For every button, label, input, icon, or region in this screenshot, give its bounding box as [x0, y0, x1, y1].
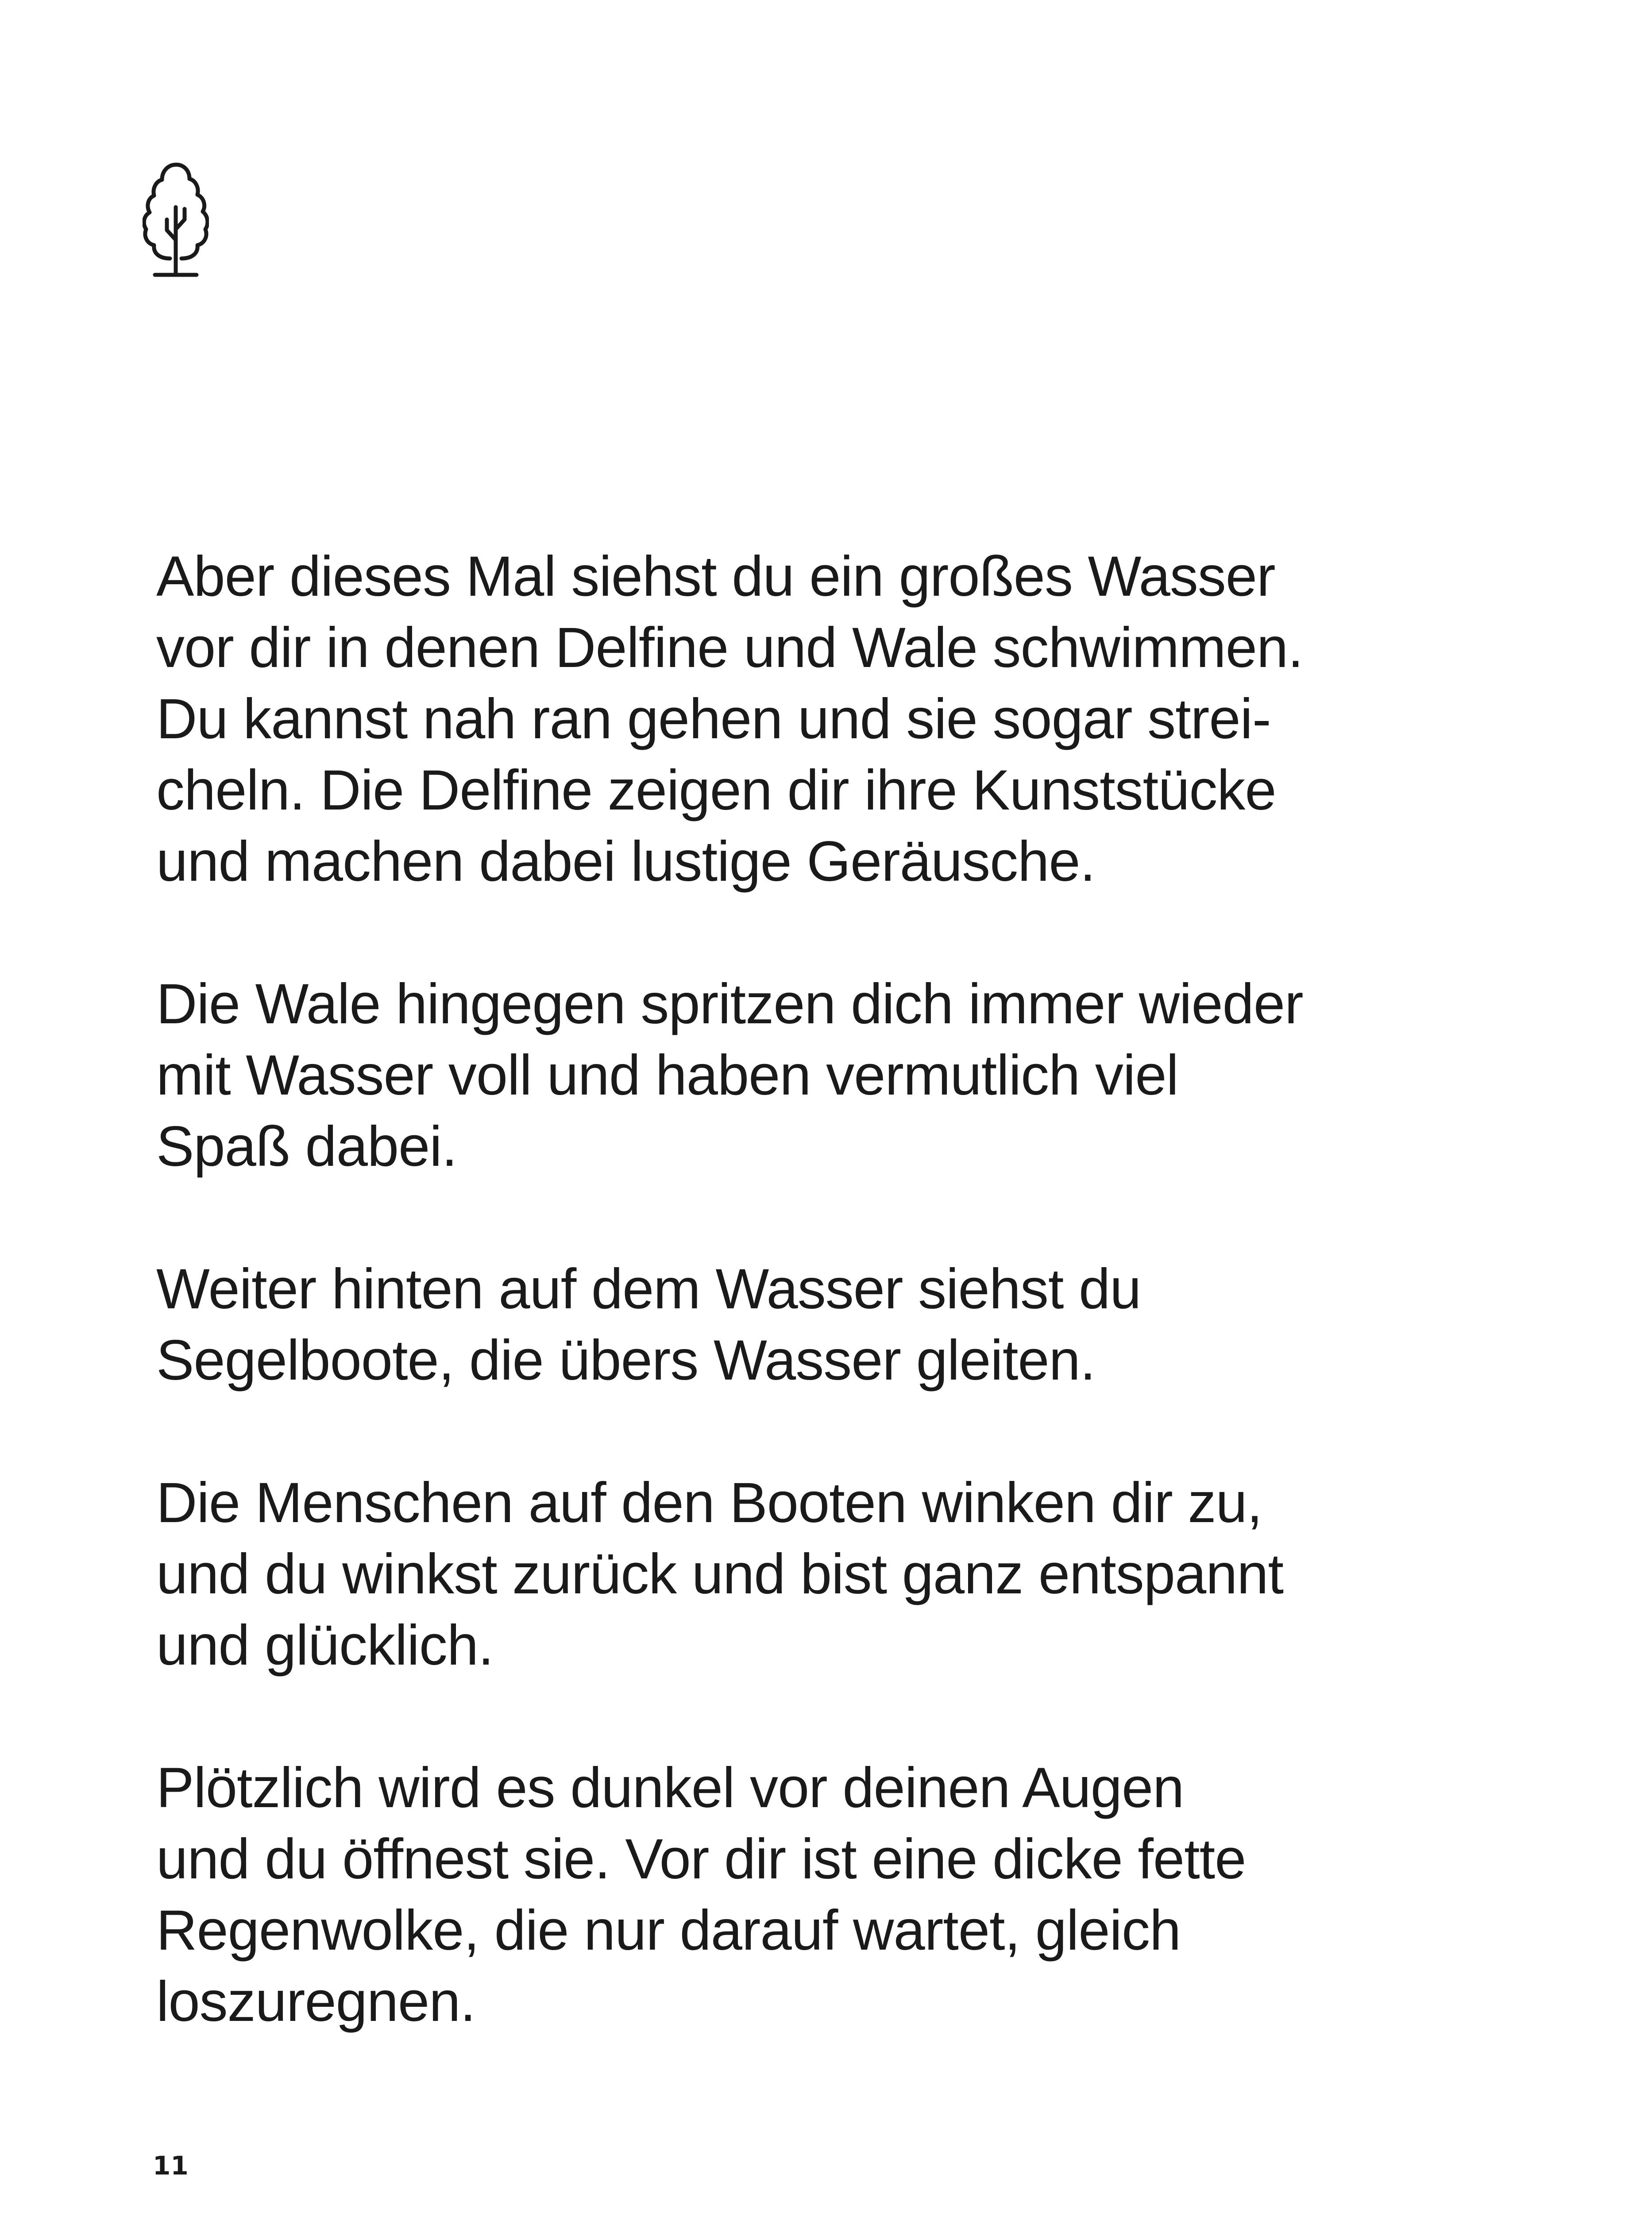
text-line: Segelboote, die übers Wasser gleiten. [156, 1329, 1096, 1392]
paragraph-5 [156, 1752, 1484, 2037]
text-line: Weiter hinten auf dem Wasser siehst du [156, 1257, 1141, 1321]
text-line: und glücklich. [156, 1614, 494, 1677]
text-line: und du öffnest sie. Vor dir ist eine dicke fette [156, 1827, 1246, 1891]
text-line: Spaß dabei. [156, 1115, 457, 1178]
body-text [156, 541, 1484, 2037]
page-number: 11 [153, 2151, 189, 2181]
tree-icon [143, 153, 209, 278]
text-line: Die Menschen auf den Booten winken dir zu, [156, 1471, 1262, 1534]
text-line: vor dir in denen Delfine und Wale schwimmen. [156, 616, 1303, 679]
paragraph-3 [156, 1253, 1484, 1396]
text-line: Regenwolke, die nur darauf wartet, gleich [156, 1899, 1181, 1962]
text-line: Du kannst nah ran gehen und sie sogar strei- [156, 687, 1271, 751]
paragraph-2 [156, 968, 1484, 1182]
text-line: mit Wasser voll und haben vermutlich viel [156, 1044, 1178, 1107]
text-line: und du winkst zurück und bist ganz entspannt [156, 1542, 1284, 1606]
text-line: und machen dabei lustige Geräusche. [156, 830, 1096, 893]
text-line: Aber dieses Mal siehst du ein großes Wasser [156, 545, 1275, 608]
paragraph-1 [156, 541, 1484, 897]
text-line: loszuregnen. [156, 1970, 475, 2033]
paragraph-4 [156, 1467, 1484, 1681]
text-line: cheln. Die Delfine zeigen dir ihre Kunststücke [156, 759, 1276, 822]
text-line: Plötzlich wird es dunkel vor deinen Augen [156, 1756, 1184, 1820]
text-line: Die Wale hingegen spritzen dich immer wieder [156, 972, 1303, 1036]
